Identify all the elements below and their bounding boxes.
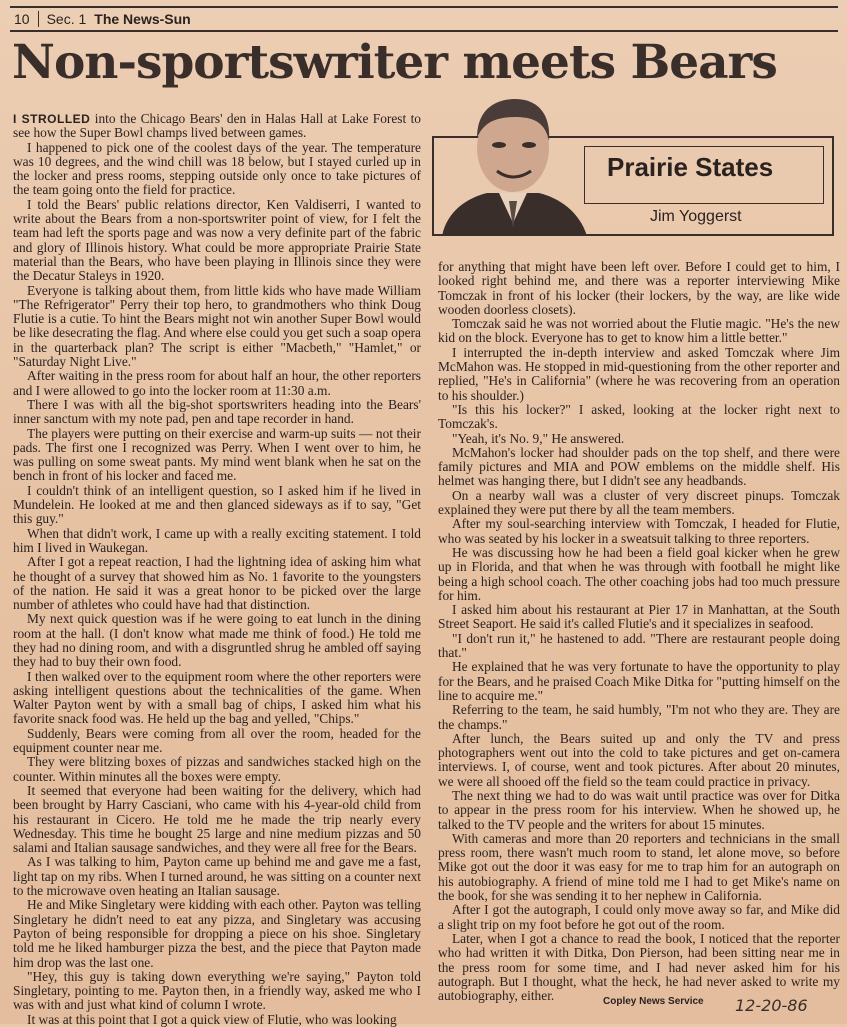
article-column-right (438, 260, 840, 1003)
article-paragraph: The next thing we had to do was wait until practice was over for Ditka to appear in the press room for his interview. When he showed up, he talked to the TV people and the writers for about 15 minutes. (438, 787, 840, 832)
article-paragraph: Suddenly, Bears were coming from all over the room, headed for the equipment counter near me. (13, 725, 421, 756)
article-paragraph: On a nearby wall was a cluster of very discreet pinups. Tomczak explained they were put there by all the team members. (438, 487, 840, 518)
column-title: Prairie States (607, 152, 774, 182)
article-paragraph: As I was talking to him, Payton came up behind me and gave me a fast, light tap on my ribs. When I turned around, he was sitting on a counter next to the microwave oven heating an Italian sausage. (13, 854, 421, 899)
article-paragraph: I interrupted the in-depth interview and asked Tomczak where Jim McMahon was. He stopped in mid-questioning from the other reporter and replied, "He's in California" (where he was recovering from an operation to his shoulder.) (438, 344, 840, 403)
article-paragraph: He explained that he was very fortunate to have the opportunity to play for the Bears, and he praised Coach Mike Ditka for "putting himself on the line to acquire me." (438, 659, 840, 703)
article-paragraph: It was at this point that I got a quick view of Flutie, who was looking (27, 1011, 397, 1027)
headline: Non-sportswriter meets Bears (12, 35, 777, 90)
article-paragraph: McMahon's locker had shoulder pads on the top shelf, and there were family pictures and MIA and POW emblems on the middle shelf. His helmet was hanging there, but I didn't see any headbands. (438, 444, 840, 489)
article-paragraph: With cameras and more than 20 reporters and technicians in the small press room, there wasn't much room to stand, let alone move, so before Mike got out the door it was easy for me to trap him for an autograph on his autobiography. A friend of mine told me I had to get Mike's name on the book, for she was sending it to her nephew in California. (438, 830, 840, 904)
article-paragraph: I couldn't think of an intelligent question, so I asked him if he lived in Mundelein. He looked at me and then glanced sideways as if to say, "Get this guy." (13, 482, 421, 527)
article-paragraph: After I got the autograph, I could only move away so far, and Mike did a slight trip on my foot before he got out of the room. (438, 902, 840, 932)
article-paragraph: After waiting in the press room for about half an hour, the other reporters and I were allowed to go into the locker room at 11:30 a.m. (13, 368, 421, 398)
article-paragraph: There I was with all the big-shot sportswriters heading into the Bears' inner sanctum with my note pad, pen and tape recorder in hand. (13, 396, 421, 427)
article-paragraph: After I got a repeat reaction, I had the lightning idea of asking him what he thought of a survey that showed him as No. 1 favorite to the youngsters of the nation. He said it was a great honor to be picked over the large number of athletes who could have had that distinction. (13, 554, 421, 613)
page-number: 10 (10, 11, 39, 27)
section-label: Sec. 1 (46, 11, 87, 27)
byline: Jim Yoggerst (650, 208, 742, 225)
article-paragraph: Referring to the team, he said humbly, "I'm not who they are. They are the champs." (438, 702, 840, 732)
article-paragraph: My next quick question was if he were going to eat lunch in the dining room at the hall. (I don't know what made me think of food.) He told me they had no dining room, and with a disgruntled shrug he ambled off saying they had to buy their own food. (13, 611, 421, 670)
article-paragraph: They were blitzing boxes of pizzas and sandwiches stacked high on the counter. Within minutes all the boxes were empty. (13, 754, 421, 784)
article-paragraph: Tomczak said he was not worried about the Flutie magic. "He's the new kid on the block. Everyone has to get to know him a little better." (438, 316, 840, 346)
article-paragraph: The players were putting on their exercise and warm-up suits — not their pads. The first one I recognized was Perry. When I went over to him, he was pulling on some sweat pants. My mind went blank when he sat on the bench in front of his locker and faced me. (13, 425, 421, 484)
article-paragraph: It seemed that everyone had been waiting for the delivery, which had been brought by Harry Casciani, who came with his 4-year-old child from his restaurant in Cicero. He told me he made the trip nearly every Wednesday. This time he bought 25 large and nine medium pizzas and 50 salami and Italian sausage sandwiches, and they were all free for the Bears. (13, 782, 421, 856)
article-paragraph: "Hey, this guy is taking down everything we're saying," Payton told Singletary, pointing to me. Payton then, in a friendly way, asked me who I was with and just what kind of column I wrote. (13, 968, 421, 1013)
wire-credit: Copley News Service (603, 996, 704, 1007)
article-paragraph: I then walked over to the equipment room where the other reporters were asking intelligent questions about the technicalities of the game. When Walter Payton went by with a small bag of chips, I asked him what his favorite snack food was. He held up the bag and yelled, "Chips." (13, 668, 421, 727)
columnist-photo (437, 93, 589, 236)
article-paragraph: "I don't run it," he hastened to add. "There are restaurant people doing that." (438, 630, 840, 661)
article-paragraph: Everyone is talking about them, from little kids who have made William "The Refrigerator" Perry their top hero, to grandmothers who think Doug Flutie is a cutie. To hint the Bears might not win another Super Bowl would be like desecrating the flag. And where else could you get such a soap opera in the quarterback plan? The script is either "Macbeth," "Hamlet," or "Saturday Night Live." (13, 282, 421, 370)
article-paragraph: After my soul-searching interview with Tomczak, I headed for Flutie, who was seated by his locker in a sweatsuit talking to three reporters. (438, 516, 840, 546)
article-paragraph: When that didn't work, I came up with a really exciting statement. I told him I lived in Waukegan. (13, 525, 421, 555)
article-paragraph: for anything that might have been left over. Before I could get to him, I looked right behind me, and there was a reporter interviewing Mike Tomczak in front of his locker (their lockers, by the way, are like wide wooden doorless closets). (438, 259, 840, 317)
article-paragraph: "Is this his locker?" I asked, looking at the locker right next to Tomczak's. (438, 401, 840, 432)
article-paragraph: He was discussing how he had been a field goal kicker when he grew up in Florida, and that when he was through with football he might like being a high school coach. The other coaching jobs had too much pressure for him. (438, 544, 840, 603)
article-paragraph: I happened to pick one of the coolest days of the year. The temperature was 10 degrees, and the wind chill was 18 below, but I stayed curled up in the locker and press rooms, stepping outside only once to take pictures of the team going onto the field for practice. (13, 139, 421, 198)
paragraph-text: into the Chicago Bears' den in Halas Hall at Lake Forest to see how the Super Bowl champs lived between games. (13, 111, 422, 141)
article-paragraph: After lunch, the Bears suited up and only the TV and press photographers went out into the cold to take pictures and get on-camera interviews. I, of course, went and took pictures. After about 20 minutes, we were all shooed off the field so the team could practice in privacy. (438, 730, 840, 789)
lead-in-words: I STROLLED (13, 112, 91, 126)
article-paragraph (13, 112, 421, 141)
article-paragraph: He and Mike Singletary were kidding with each other. Payton was telling Singletary he didn't need to eat any pizza, and Singletary was accusing Payton of being responsible for dropping a piece on his shoe. Singletary told me he liked hamburger pizza the best, and the piece that Payton made him drop was the last one. (13, 897, 421, 970)
article-paragraph: "Yeah, it's No. 9," He answered. (452, 430, 625, 446)
article-column-left (13, 112, 421, 1027)
article-paragraph: I told the Bears' public relations director, Ken Valdiserri, I wanted to write about the Bears from a non-sportswriter point of view, for I felt the team had left the sports page and was now a very definite part of the fabric and glory of Illinois history. What could be more appropriate Prairie State material than the Bears, who have been playing in Illinois since they were the Decatur Staleys in 1920. (13, 196, 421, 284)
newspaper-name: The News-Sun (94, 11, 191, 27)
article-paragraph: I asked him about his restaurant at Pier 17 in Manhattan, at the South Street Seaport. He said it's called Flutie's and it specializes in seafood. (438, 602, 840, 632)
page-header (10, 6, 838, 32)
handwritten-date: 12-20-86 (735, 996, 808, 1015)
article-paragraph: Later, when I got a chance to read the book, I noticed that the reporter who had written it with Ditka, Don Pierson, had been sitting near me in the press room for some time, and I had never asked him for his autograph. But I thought, what the heck, he had never asked to write my autobiography, either. (438, 930, 840, 1004)
